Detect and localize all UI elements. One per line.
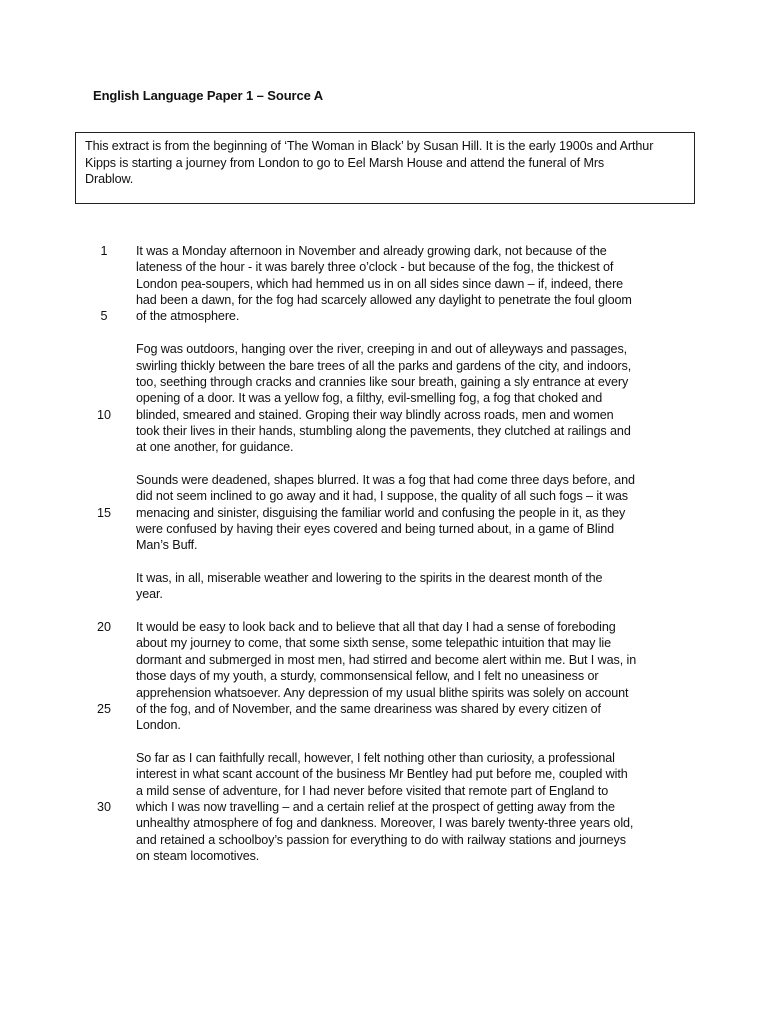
intro-line: Drablow. <box>85 172 134 186</box>
extract-line: were confused by having their eyes covered and being turned about, in a game of Blind <box>136 522 615 536</box>
extract-line: on steam locomotives. <box>136 849 260 863</box>
extract-line: a mild sense of adventure, for I had never before visited that remote part of England to <box>136 783 609 798</box>
extract-line: interest in what scant account of the business Mr Bentley had put before me, coupled with <box>136 767 628 782</box>
extract-line: at one another, for guidance. <box>136 440 294 455</box>
extract-line: blinded, smeared and stained. Groping their way blindly across roads, men and women <box>136 407 614 422</box>
extract-line: year. <box>136 587 163 602</box>
extract-line: menacing and sinister, disguising the familiar world and confusing the people in it, as they <box>136 505 626 520</box>
extract-line: those days of my youth, a sturdy, commonsensical fellow, and I felt no uneasiness or <box>136 669 599 684</box>
extract-line: unhealthy atmosphere of fog and dankness. Moreover, I was barely twenty-three years old, <box>136 816 634 831</box>
extract-line: It was a Monday afternoon in November and already growing dark, not because of the <box>136 244 607 258</box>
extract-line: So far as I can faithfully recall, however, I felt nothing other than curiosity, a professional <box>136 750 615 765</box>
line-number: 30 <box>96 799 111 814</box>
extract-line: It was, in all, miserable weather and lowering to the spirits in the dearest month of the <box>136 571 603 585</box>
extract-line: Man’s Buff. <box>136 538 198 553</box>
extract-line: London. <box>136 718 181 733</box>
extract-line: swirling thickly between the bare trees of all the parks and gardens of the city, and indoors, <box>136 358 632 373</box>
extract-line: which I was now travelling – and a certain relief at the prospect of getting away from the <box>136 799 615 814</box>
extract-line: opening of a door. It was a yellow fog, a filthy, evil-smelling fog, a fog that choked and <box>136 391 603 406</box>
line-number: 10 <box>96 407 111 422</box>
extract-line: dormant and submerged in most men, had stirred and become alert within me. But I was, in <box>136 652 637 667</box>
intro-box <box>75 132 695 204</box>
intro-line: Kipps is starting a journey from London to go to Eel Marsh House and attend the funeral of Mrs <box>85 155 605 170</box>
line-number: 20 <box>96 620 111 635</box>
line-number: 15 <box>96 505 111 520</box>
extract-line: London pea-soupers, which had hemmed us in on all sides since dawn – if, indeed, there <box>136 276 624 291</box>
extract-line: did not seem inclined to go away and it had, I suppose, the quality of all such fogs – it was <box>136 489 628 504</box>
extract-line: too, seething through cracks and crannies like sour breath, gaining a sly entrance at every <box>136 374 629 389</box>
extract-line: about my journey to come, that some sixth sense, some telepathic intuition that may lie <box>136 636 612 651</box>
extract-line: of the fog, and of November, and the same dreariness was shared by every citizen of <box>136 701 601 716</box>
extract-line: lateness of the hour - it was barely three o’clock - but because of the fog, the thickest of <box>136 260 614 275</box>
extract-line: took their lives in their hands, stumbling along the pavements, they clutched at railings and <box>136 423 631 438</box>
extract-line: and retained a schoolboy’s passion for everything to do with railway stations and journeys <box>136 832 626 847</box>
extract-line: Sounds were deadened, shapes blurred. It was a fog that had come three days before, and <box>136 472 635 487</box>
extract-line: It would be easy to look back and to believe that all that day I had a sense of foreboding <box>136 620 616 635</box>
extract-line: had been a dawn, for the fog had scarcely allowed any daylight to penetrate the foul gloom <box>136 293 632 308</box>
extract-line: Fog was outdoors, hanging over the river, creeping in and out of alleyways and passages, <box>136 342 628 357</box>
intro-line: This extract is from the beginning of ‘The Woman in Black’ by Susan Hill. It is the early 1900s and Arthur <box>85 139 654 153</box>
extract-line: apprehension whatsoever. Any depression of my usual blithe spirits was solely on account <box>136 685 629 700</box>
line-number: 1 <box>100 244 108 258</box>
line-number: 25 <box>96 701 111 716</box>
document-heading: English Language Paper 1 – Source A <box>93 88 324 103</box>
line-number: 5 <box>100 309 108 324</box>
extract-line: of the atmosphere. <box>136 309 240 324</box>
